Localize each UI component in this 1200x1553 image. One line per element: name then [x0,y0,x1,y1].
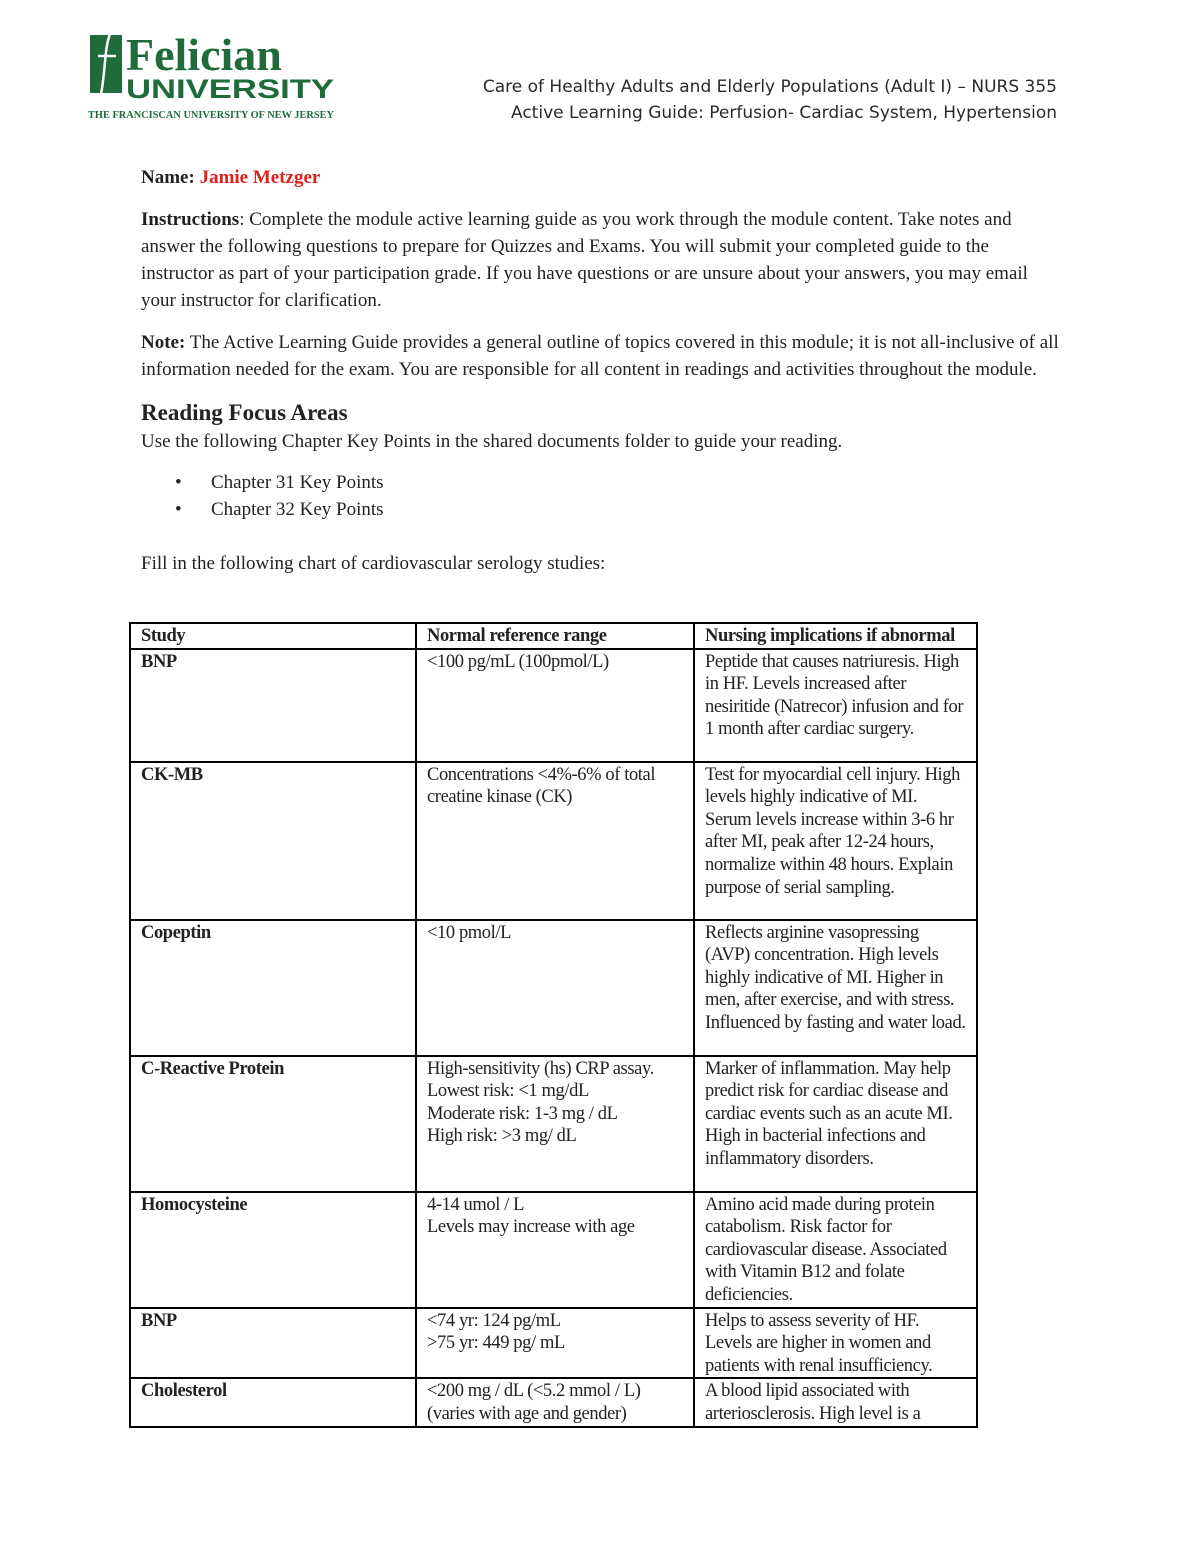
table-row [130,1056,977,1192]
reading-focus-heading: Reading Focus Areas [141,400,348,425]
implications-cell: Marker of inflammation. May help predict risk for cardiac disease and cardiac events such as an acute MI. High in bacterial infections and inflammatory disorders. [694,1056,977,1192]
logo-tagline: THE FRANCISCAN UNIVERSITY OF NEW JERSEY [88,110,335,121]
header-study: Study [130,623,416,649]
range-cell [416,920,694,1056]
header-range: Normal reference range [416,623,694,649]
document-body [141,164,1061,577]
implications-cell: Test for myocardial cell injury. High levels highly indicative of MI. Serum levels increase within 3-6 hr after MI, peak after 12-24 hours, normalize within 48 hours. Explain purpose of serial sampling. [694,762,977,920]
study-cell: Cholesterol [130,1378,416,1426]
range-cell [416,762,694,920]
range-line: >75 yr: 449 pg/ mL [427,1333,565,1354]
instructions-paragraph [141,206,1061,314]
range-line: Concentrations <4%-6% of total creatine kinase (CK) [427,764,656,808]
student-name: Jamie Metzger [199,167,321,188]
student-name-line [141,164,1061,191]
chart-intro: Fill in the following chart of cardiovascular serology studies: [141,553,606,574]
reading-list [141,469,1061,523]
logo-university: UNIVERSITY [126,74,334,104]
range-line: Moderate risk: 1-3 mg / dL [427,1103,618,1124]
guide-title: Active Learning Guide: Perfusion- Cardiac System, Hypertension [511,103,1057,123]
table-row [130,649,977,762]
reading-item-label: Chapter 32 Key Points [211,499,384,520]
study-cell: Homocysteine [130,1192,416,1308]
range-line: High-sensitivity (hs) CRP assay. [427,1058,654,1079]
header-implications: Nursing implications if abnormal [694,623,977,649]
study-cell: Copeptin [130,920,416,1056]
reading-item-label: Chapter 31 Key Points [211,472,384,493]
logo-name: Felician [126,30,282,80]
range-line: <200 mg / dL (<5.2 mmol / L) [427,1381,641,1402]
table-row [130,1192,977,1308]
felician-university-logo [88,30,338,122]
study-cell: CK-MB [130,762,416,920]
range-line: High risk: >3 mg/ dL [427,1126,577,1147]
table-row [130,1378,977,1426]
range-cell [416,1192,694,1308]
note-text: The Active Learning Guide provides a general outline of topics covered in this module; it is not all-inclusive of all information needed for the exam. You are responsible for all content in readings and activities throughout the module. [141,332,1059,380]
implications-cell: Peptide that causes natriuresis. High in HF. Levels increased after nesiritide (Natrecor) infusion and for 1 month after cardiac surgery. [694,649,977,762]
table-row [130,762,977,920]
range-line: <74 yr: 124 pg/mL [427,1310,561,1331]
instructions-text: : Complete the module active learning guide as you work through the module content. Take notes and answer the following questions to prepare for Quizzes and Exams. You will submit your completed guide to the instructor as part of your participation grade. If you have questions or are unsure about your answers, you may email your instructor for clarification. [141,209,1028,311]
note-label: Note: [141,332,186,353]
document-header [483,74,1057,126]
implications-cell: Amino acid made during protein catabolism. Risk factor for cardiovascular disease. Associated with Vitamin B12 and folate deficiencies. [694,1192,977,1308]
course-title: Care of Healthy Adults and Elderly Populations (Adult I) – NURS 355 [482,77,1057,97]
study-cell: BNP [130,1308,416,1379]
table-header-row [130,623,977,649]
range-cell [416,1056,694,1192]
range-cell [416,649,694,762]
logo-graphic [88,30,338,122]
list-item [141,469,1061,496]
range-line: <100 pg/mL (100pmol/L) [427,651,609,672]
bullet-icon: • [175,472,182,493]
range-line: 4-14 umol / L [427,1194,525,1215]
serology-table [129,622,978,1428]
range-cell [416,1308,694,1379]
table-row [130,920,977,1056]
implications-cell: Helps to assess severity of HF. Levels are higher in women and patients with renal insufficiency. [694,1308,977,1379]
implications-cell: Reflects arginine vasopressing (AVP) concentration. High levels highly indicative of MI. Higher in men, after exercise, and with stress. Influenced by fasting and water load. [694,920,977,1056]
instructions-label: Instructions [141,209,240,230]
table-row [130,1308,977,1379]
note-paragraph [141,329,1061,383]
range-line: Levels may increase with age [427,1217,635,1238]
reading-intro: Use the following Chapter Key Points in the shared documents folder to guide your reading. [141,431,843,452]
list-item [141,496,1061,523]
name-label: Name: [141,167,195,188]
range-line: <10 pmol/L [427,922,512,943]
study-cell: C-Reactive Protein [130,1056,416,1192]
range-line: Lowest risk: <1 mg/dL [427,1081,589,1102]
implications-cell: A blood lipid associated with arteriosclerosis. High level is a [694,1378,977,1426]
range-cell [416,1378,694,1426]
range-line: (varies with age and gender) [427,1403,627,1424]
study-cell: BNP [130,649,416,762]
bullet-icon: • [175,499,182,520]
